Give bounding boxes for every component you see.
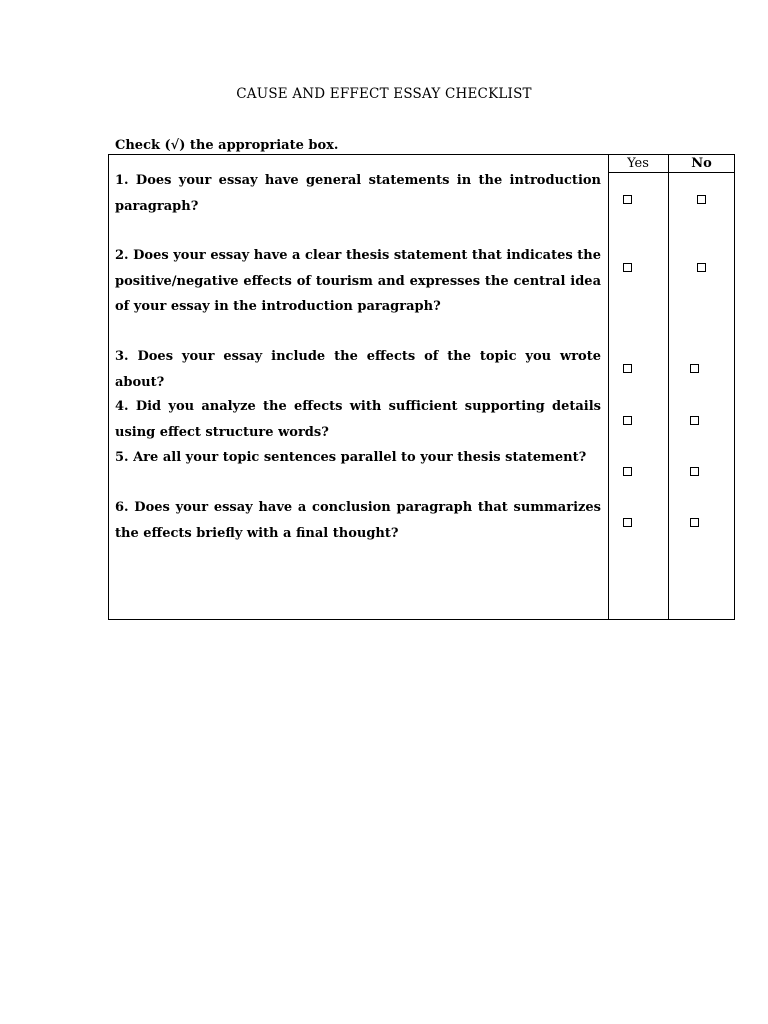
page-title: CAUSE AND EFFECT ESSAY CHECKLIST	[236, 86, 532, 102]
question-4: 4. Did you analyze the effects with sufficient supporting details using effect structure words?	[115, 399, 601, 440]
question-3-no-checkbox[interactable]	[690, 364, 699, 373]
question-5-yes-checkbox[interactable]	[623, 467, 632, 476]
question-2-no-checkbox[interactable]	[697, 263, 706, 272]
question-5-no-checkbox[interactable]	[690, 467, 699, 476]
question-1: 1. Does your essay have general statements in the introduction paragraph?	[115, 173, 601, 214]
no-column-divider	[668, 155, 669, 619]
question-2-yes-checkbox[interactable]	[623, 263, 632, 272]
question-1-yes-checkbox[interactable]	[623, 195, 632, 204]
question-3: 3. Does your essay include the effects of the topic you wrote about?	[115, 349, 601, 390]
question-6: 6. Does your essay have a conclusion paragraph that summarizes the effects briefly with a final thought?	[115, 500, 601, 541]
yes-column-divider	[608, 155, 609, 619]
no-column-header: No	[691, 156, 712, 171]
instruction-text: Check (√) the appropriate box.	[115, 138, 339, 153]
header-row-divider	[608, 172, 734, 173]
question-4-no-checkbox[interactable]	[690, 416, 699, 425]
question-4-yes-checkbox[interactable]	[623, 416, 632, 425]
question-1-no-checkbox[interactable]	[697, 195, 706, 204]
question-3-yes-checkbox[interactable]	[623, 364, 632, 373]
question-2: 2. Does your essay have a clear thesis statement that indicates the positive/negative effects of tourism and expresses the central idea of your essay in the introduction paragraph?	[115, 248, 601, 314]
yes-column-header: Yes	[627, 156, 649, 171]
question-6-no-checkbox[interactable]	[690, 518, 699, 527]
question-6-yes-checkbox[interactable]	[623, 518, 632, 527]
question-5: 5. Are all your topic sentences parallel to your thesis statement?	[115, 450, 587, 465]
